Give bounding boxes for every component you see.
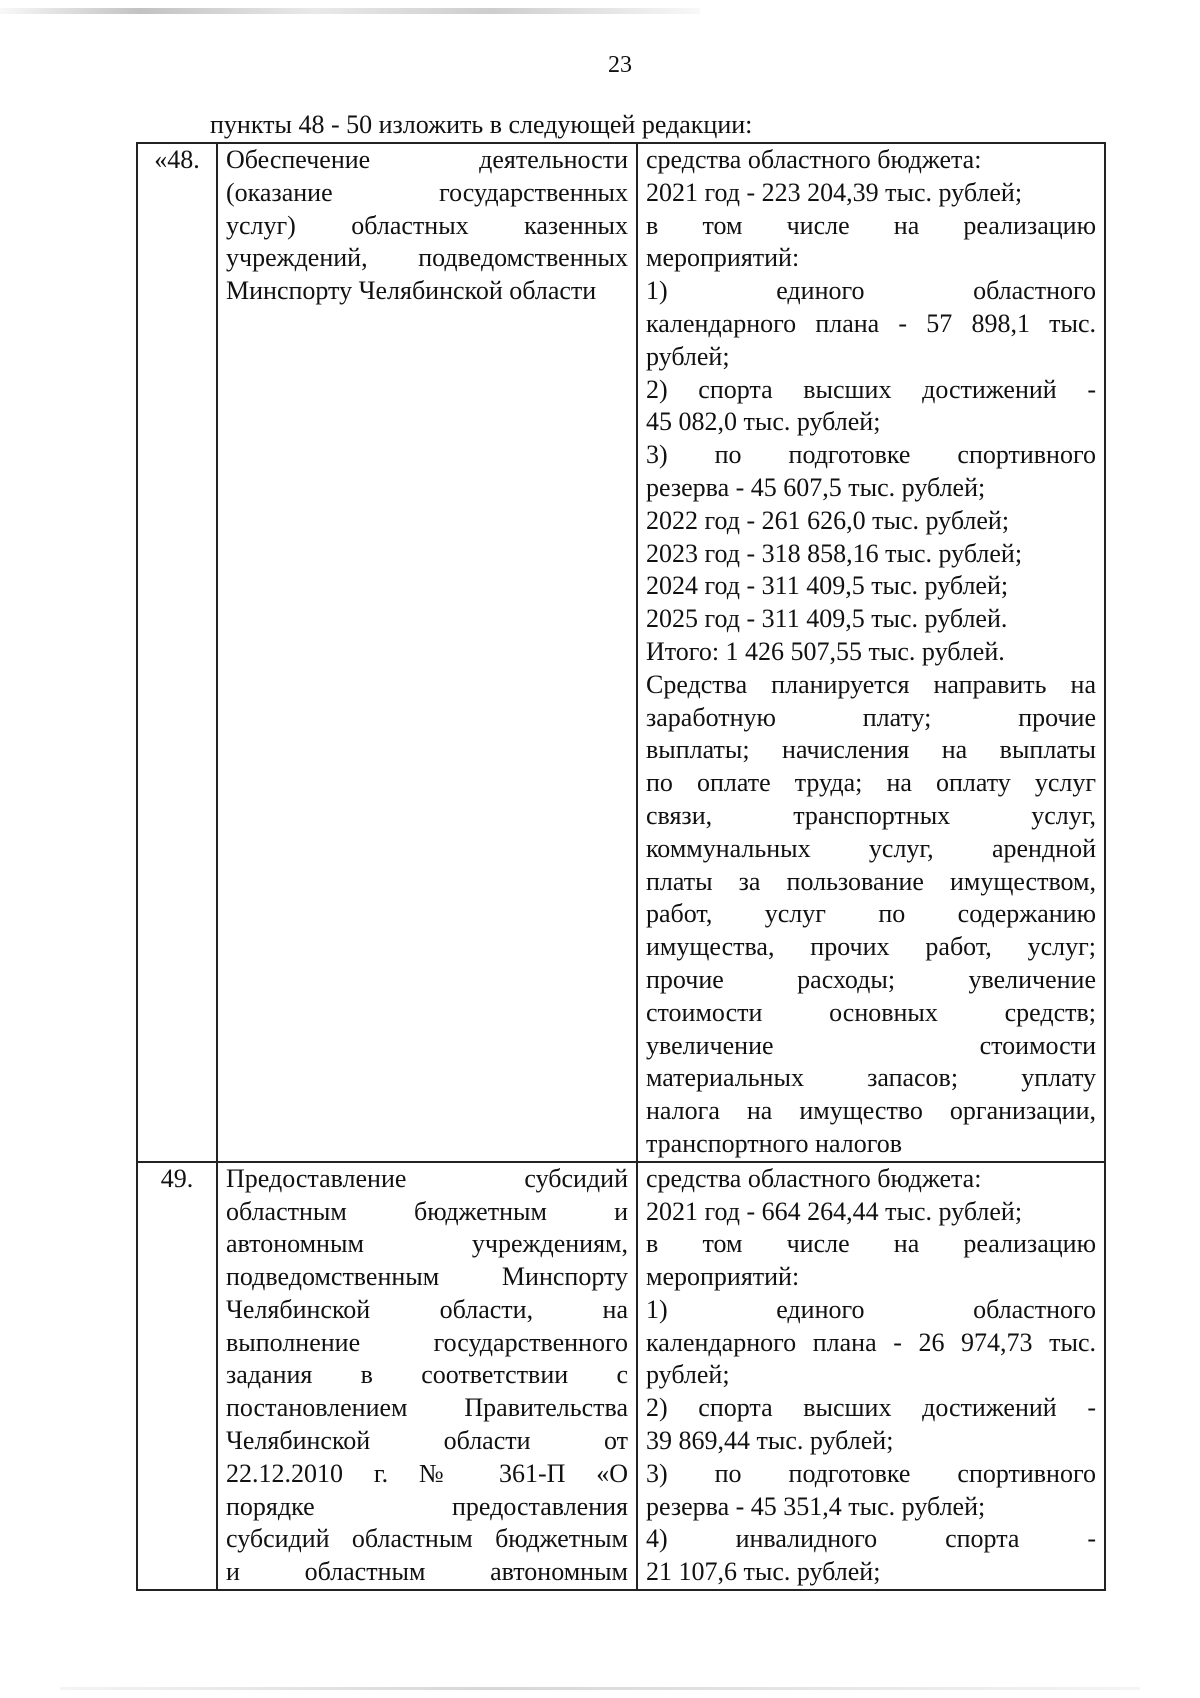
measure-name-line: субсидий областным бюджетным — [226, 1524, 628, 1554]
funding-line: увеличение стоимости — [646, 1030, 1096, 1060]
funding-line: рублей; — [646, 1360, 730, 1390]
funding-line: 2021 год - 223 204,39 тыс. рублей; — [646, 177, 1023, 207]
funding-line: 2025 год - 311 409,5 тыс. рублей. — [646, 604, 1008, 634]
measure-name-line: Предоставление субсидий — [226, 1163, 628, 1193]
table-body — [137, 143, 1105, 1590]
measure-name-line: 22.12.2010 г. № 361-П «О — [226, 1458, 628, 1488]
measure-name-line: Челябинской области от — [226, 1426, 628, 1456]
measure-name-cell — [217, 1162, 637, 1590]
funding-line: резерва - 45 607,5 тыс. рублей; — [646, 472, 986, 502]
measure-name-line: (оказание государственных — [226, 177, 628, 207]
funding-line: 4) инвалидного спорта - — [646, 1524, 1096, 1554]
funding-line: 1) единого областного — [646, 1294, 1096, 1324]
funding-line: по оплате труда; на оплату услуг — [646, 768, 1096, 798]
measure-name-line: задания в соответствии с — [226, 1360, 628, 1390]
measure-name-line: областным бюджетным и — [226, 1196, 628, 1226]
funding-line: стоимости основных средств; — [646, 997, 1096, 1027]
intro-text: пункты 48 - 50 изложить в следующей редакции: — [210, 110, 753, 139]
funding-line: календарного плана - 26 974,73 тыс. — [646, 1327, 1096, 1357]
funding-line: 3) по подготовке спортивного — [646, 440, 1096, 470]
funding-line: 2024 год - 311 409,5 тыс. рублей; — [646, 571, 1009, 601]
measure-name-line: услуг) областных казенных — [226, 210, 628, 240]
funding-line: средства областного бюджета: — [646, 1163, 982, 1193]
funding-line: прочие расходы; увеличение — [646, 964, 1096, 994]
scan-artifact-bottom — [60, 1687, 1140, 1690]
funding-line: 3) по подготовке спортивного — [646, 1458, 1096, 1488]
funding-line: имущества, прочих работ, услуг; — [646, 932, 1096, 962]
funding-line: выплаты; начисления на выплаты — [646, 735, 1096, 765]
measure-name-cell — [217, 143, 637, 1162]
funding-line: в том числе на реализацию — [646, 1229, 1096, 1259]
row-number: 49. — [137, 1162, 217, 1590]
funding-line: транспортного налогов — [646, 1128, 902, 1158]
funding-line: 1) единого областного — [646, 276, 1096, 306]
funding-line: 39 869,44 тыс. рублей; — [646, 1426, 894, 1456]
measures-table — [136, 142, 1106, 1591]
funding-line: календарного плана - 57 898,1 тыс. — [646, 308, 1096, 338]
funding-line: 2021 год - 664 264,44 тыс. рублей; — [646, 1196, 1023, 1226]
funding-line: мероприятий: — [646, 243, 800, 273]
measure-name-line: постановлением Правительства — [226, 1393, 628, 1423]
funding-line: налога на имущество организации, — [646, 1096, 1096, 1126]
funding-line: коммунальных услуг, арендной — [646, 833, 1096, 863]
funding-line: платы за пользование имуществом, — [646, 866, 1096, 896]
measure-name-line: и областным автономным — [226, 1557, 628, 1587]
funding-line: 2022 год - 261 626,0 тыс. рублей; — [646, 505, 1010, 535]
funding-cell — [637, 1162, 1105, 1590]
funding-line: 45 082,0 тыс. рублей; — [646, 407, 881, 437]
table-row — [137, 1162, 1105, 1590]
funding-cell — [637, 143, 1105, 1162]
funding-line: рублей; — [646, 341, 730, 371]
measure-name-line: Обеспечение деятельности — [226, 145, 628, 174]
funding-line: заработную плату; прочие — [646, 702, 1096, 732]
funding-line: 2) спорта высших достижений - — [646, 374, 1096, 404]
page-number: 23 — [608, 52, 632, 78]
funding-line: 2) спорта высших достижений - — [646, 1393, 1096, 1423]
row-number: «48. — [137, 143, 217, 1162]
funding-line: 2023 год - 318 858,16 тыс. рублей; — [646, 538, 1023, 568]
measure-name-line: подведомственным Минспорту — [226, 1262, 628, 1292]
funding-line: материальных запасов; уплату — [646, 1063, 1096, 1093]
measure-name-line: Минспорту Челябинской области — [226, 276, 597, 306]
funding-line: Итого: 1 426 507,55 тыс. рублей. — [646, 636, 1005, 666]
funding-line: Средства планируется направить на — [646, 669, 1096, 699]
funding-line: средства областного бюджета: — [646, 145, 982, 174]
funding-line: резерва - 45 351,4 тыс. рублей; — [646, 1491, 986, 1521]
funding-line: 21 107,6 тыс. рублей; — [646, 1557, 881, 1587]
table-row — [137, 143, 1105, 1162]
measure-name-line: учреждений, подведомственных — [226, 243, 628, 273]
funding-line: в том числе на реализацию — [646, 210, 1096, 240]
funding-line: мероприятий: — [646, 1262, 800, 1292]
measure-name-line: выполнение государственного — [226, 1327, 628, 1357]
measure-name-line: автономным учреждениям, — [226, 1229, 628, 1259]
funding-line: работ, услуг по содержанию — [646, 899, 1096, 929]
scan-artifact-top — [0, 8, 700, 14]
measure-name-line: порядке предоставления — [226, 1491, 628, 1521]
funding-line: связи, транспортных услуг, — [646, 800, 1096, 830]
measure-name-line: Челябинской области, на — [226, 1294, 628, 1324]
